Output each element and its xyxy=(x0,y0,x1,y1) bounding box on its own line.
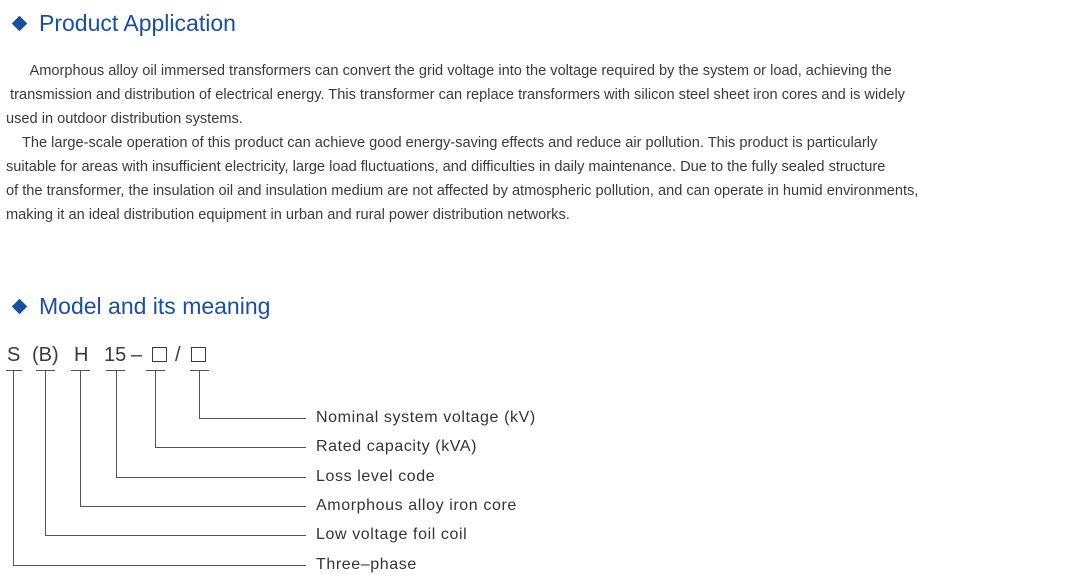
code-dash: – xyxy=(131,344,143,366)
paragraph-1-line: transmission and distribution of electrical energy. This transformer can replace transformers with silicon steel sheet iron cores and is widely xyxy=(6,87,905,103)
code-slash: / xyxy=(175,344,181,366)
paragraph-2-line: The large-scale operation of this product can achieve good energy-saving effects and reduce air pollution. This product is particularly xyxy=(6,135,878,151)
legend-iron-core: Amorphous alloy iron core xyxy=(316,497,517,514)
model-meaning-heading xyxy=(10,295,270,318)
diamond-bullet-icon xyxy=(12,16,28,32)
application-paragraph-2 xyxy=(6,131,1061,227)
diamond-bullet-icon xyxy=(12,299,28,315)
paragraph-1-line: Amorphous alloy oil immersed transformers can convert the grid voltage into the voltage required by the system or load, achieving the xyxy=(6,63,892,79)
legend-nominal-voltage: Nominal system voltage (kV) xyxy=(316,409,536,426)
legend-rated-capacity: Rated capacity (kVA) xyxy=(316,438,478,455)
paragraph-2-line: suitable for areas with insufficient electricity, large load fluctuations, and difficulties in daily maintenance. Due to the fully sealed structure xyxy=(6,159,886,175)
model-meaning-title: Model and its meaning xyxy=(39,293,271,319)
legend-three-phase: Three–phase xyxy=(316,556,417,573)
connector-phase xyxy=(14,371,307,566)
connector-coil xyxy=(46,371,307,536)
voltage-placeholder-box xyxy=(191,347,206,362)
capacity-placeholder-box xyxy=(152,347,167,362)
code-b: (B) xyxy=(32,344,59,366)
paragraph-1-line: used in outdoor distribution systems. xyxy=(6,111,243,127)
paragraph-2-line: of the transformer, the insulation oil and insulation medium are not affected by atmospheric pollution, and can operate in humid environments, xyxy=(6,183,919,199)
connector-voltage xyxy=(200,371,307,419)
code-h: H xyxy=(74,344,89,366)
product-application-heading xyxy=(10,12,236,35)
connector-core xyxy=(81,371,307,507)
connector-capacity xyxy=(156,371,307,448)
legend-loss-level: Loss level code xyxy=(316,468,436,485)
model-code xyxy=(0,342,260,368)
legend-foil-coil: Low voltage foil coil xyxy=(316,526,468,543)
application-paragraph-1 xyxy=(6,59,1061,131)
code-number: 15 xyxy=(104,344,127,366)
connector-loss xyxy=(117,371,307,478)
paragraph-2-line: making it an ideal distribution equipment in urban and rural power distribution networks. xyxy=(6,207,570,223)
code-s: S xyxy=(7,344,21,366)
product-application-title: Product Application xyxy=(39,10,236,36)
